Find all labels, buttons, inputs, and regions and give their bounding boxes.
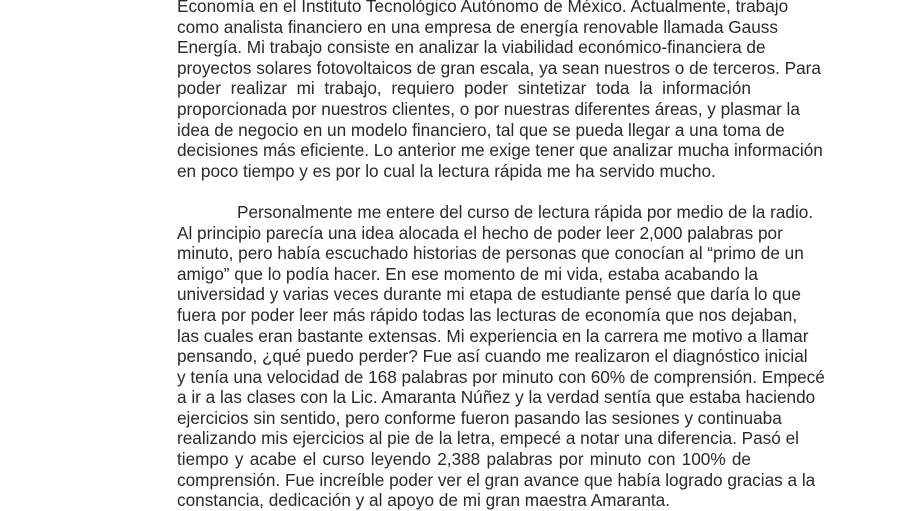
text-line: Personalmente me entere del curso de lectura rápida por medio de la radio. (237, 201, 814, 222)
text-line: y tenía una velocidad de 168 palabras por minuto con 60% de comprensión. Empecé (177, 366, 825, 387)
text-line: proporcionada por nuestros clientes, o por nuestras diferentes áreas, y plasmar la (177, 98, 800, 119)
text-line: pensando, ¿qué puedo perder? Fue así cuando me realizaron el diagnóstico inicial (177, 346, 808, 367)
text-line: Al principio parecía una idea alocada el hecho de poder leer 2,000 palabras por (177, 222, 783, 243)
paragraph-2 (177, 201, 825, 511)
text-line: poder realizar mi trabajo, requiero poder sintetizar toda la información (177, 78, 751, 99)
text-line: universidad y varias veces durante mi etapa de estudiante pensé que daría lo que (177, 284, 801, 305)
paragraph-1 (177, 0, 823, 181)
text-line: minuto, pero había escuchado historias de personas que conocían al “primo de un (177, 243, 804, 264)
text-line: Energía. Mi trabajo consiste en analizar la viabilidad económico-financiera de (177, 37, 766, 58)
text-line: como analista financiero en una empresa de energía renovable llamada Gauss (177, 16, 778, 37)
text-line: decisiones más eficiente. Lo anterior me exige tener que analizar mucha información (177, 140, 823, 161)
text-line: tiempo y acabe el curso leyendo 2,388 palabras por minuto con 100% de (177, 449, 751, 470)
text-line: ejercicios sin sentido, pero conforme fueron pasando las sesiones y continuaba (177, 407, 782, 428)
text-line: a ir a las clases con la Lic. Amaranta Núñez y la verdad sentía que estaba haciendo (177, 387, 816, 408)
text-line: las cuales eran bastante extensas. Mi experiencia en la carrera me motivo a llamar (177, 325, 809, 346)
text-line: realizando mis ejercicios al pie de la letra, empecé a notar una diferencia. Pasó el (177, 428, 799, 449)
text-line: constancia, dedicación y al apoyo de mi gran maestra Amaranta. (177, 490, 670, 511)
text-line: amigo” que lo podía hacer. En ese momento de mi vida, estaba acabando la (177, 263, 758, 284)
document-text-column (177, 0, 825, 511)
text-line: idea de negocio en un modelo financiero, tal que se pueda llegar a una toma de (177, 119, 785, 140)
text-line: en poco tiempo y es por lo cual la lectura rápida me ha servido mucho. (177, 160, 716, 181)
text-line: Economía en el Instituto Tecnológico Autónomo de México. Actualmente, trabajo (177, 0, 789, 16)
text-line: comprensión. Fue increíble poder ver el gran avance que había logrado gracias a la (177, 469, 816, 490)
text-line: fuera por poder leer más rápido todas las lecturas de economía que nos dejaban, (177, 304, 798, 325)
text-line: proyectos solares fotovoltaicos de gran escala, ya sean nuestros o de terceros. Para (177, 57, 821, 78)
